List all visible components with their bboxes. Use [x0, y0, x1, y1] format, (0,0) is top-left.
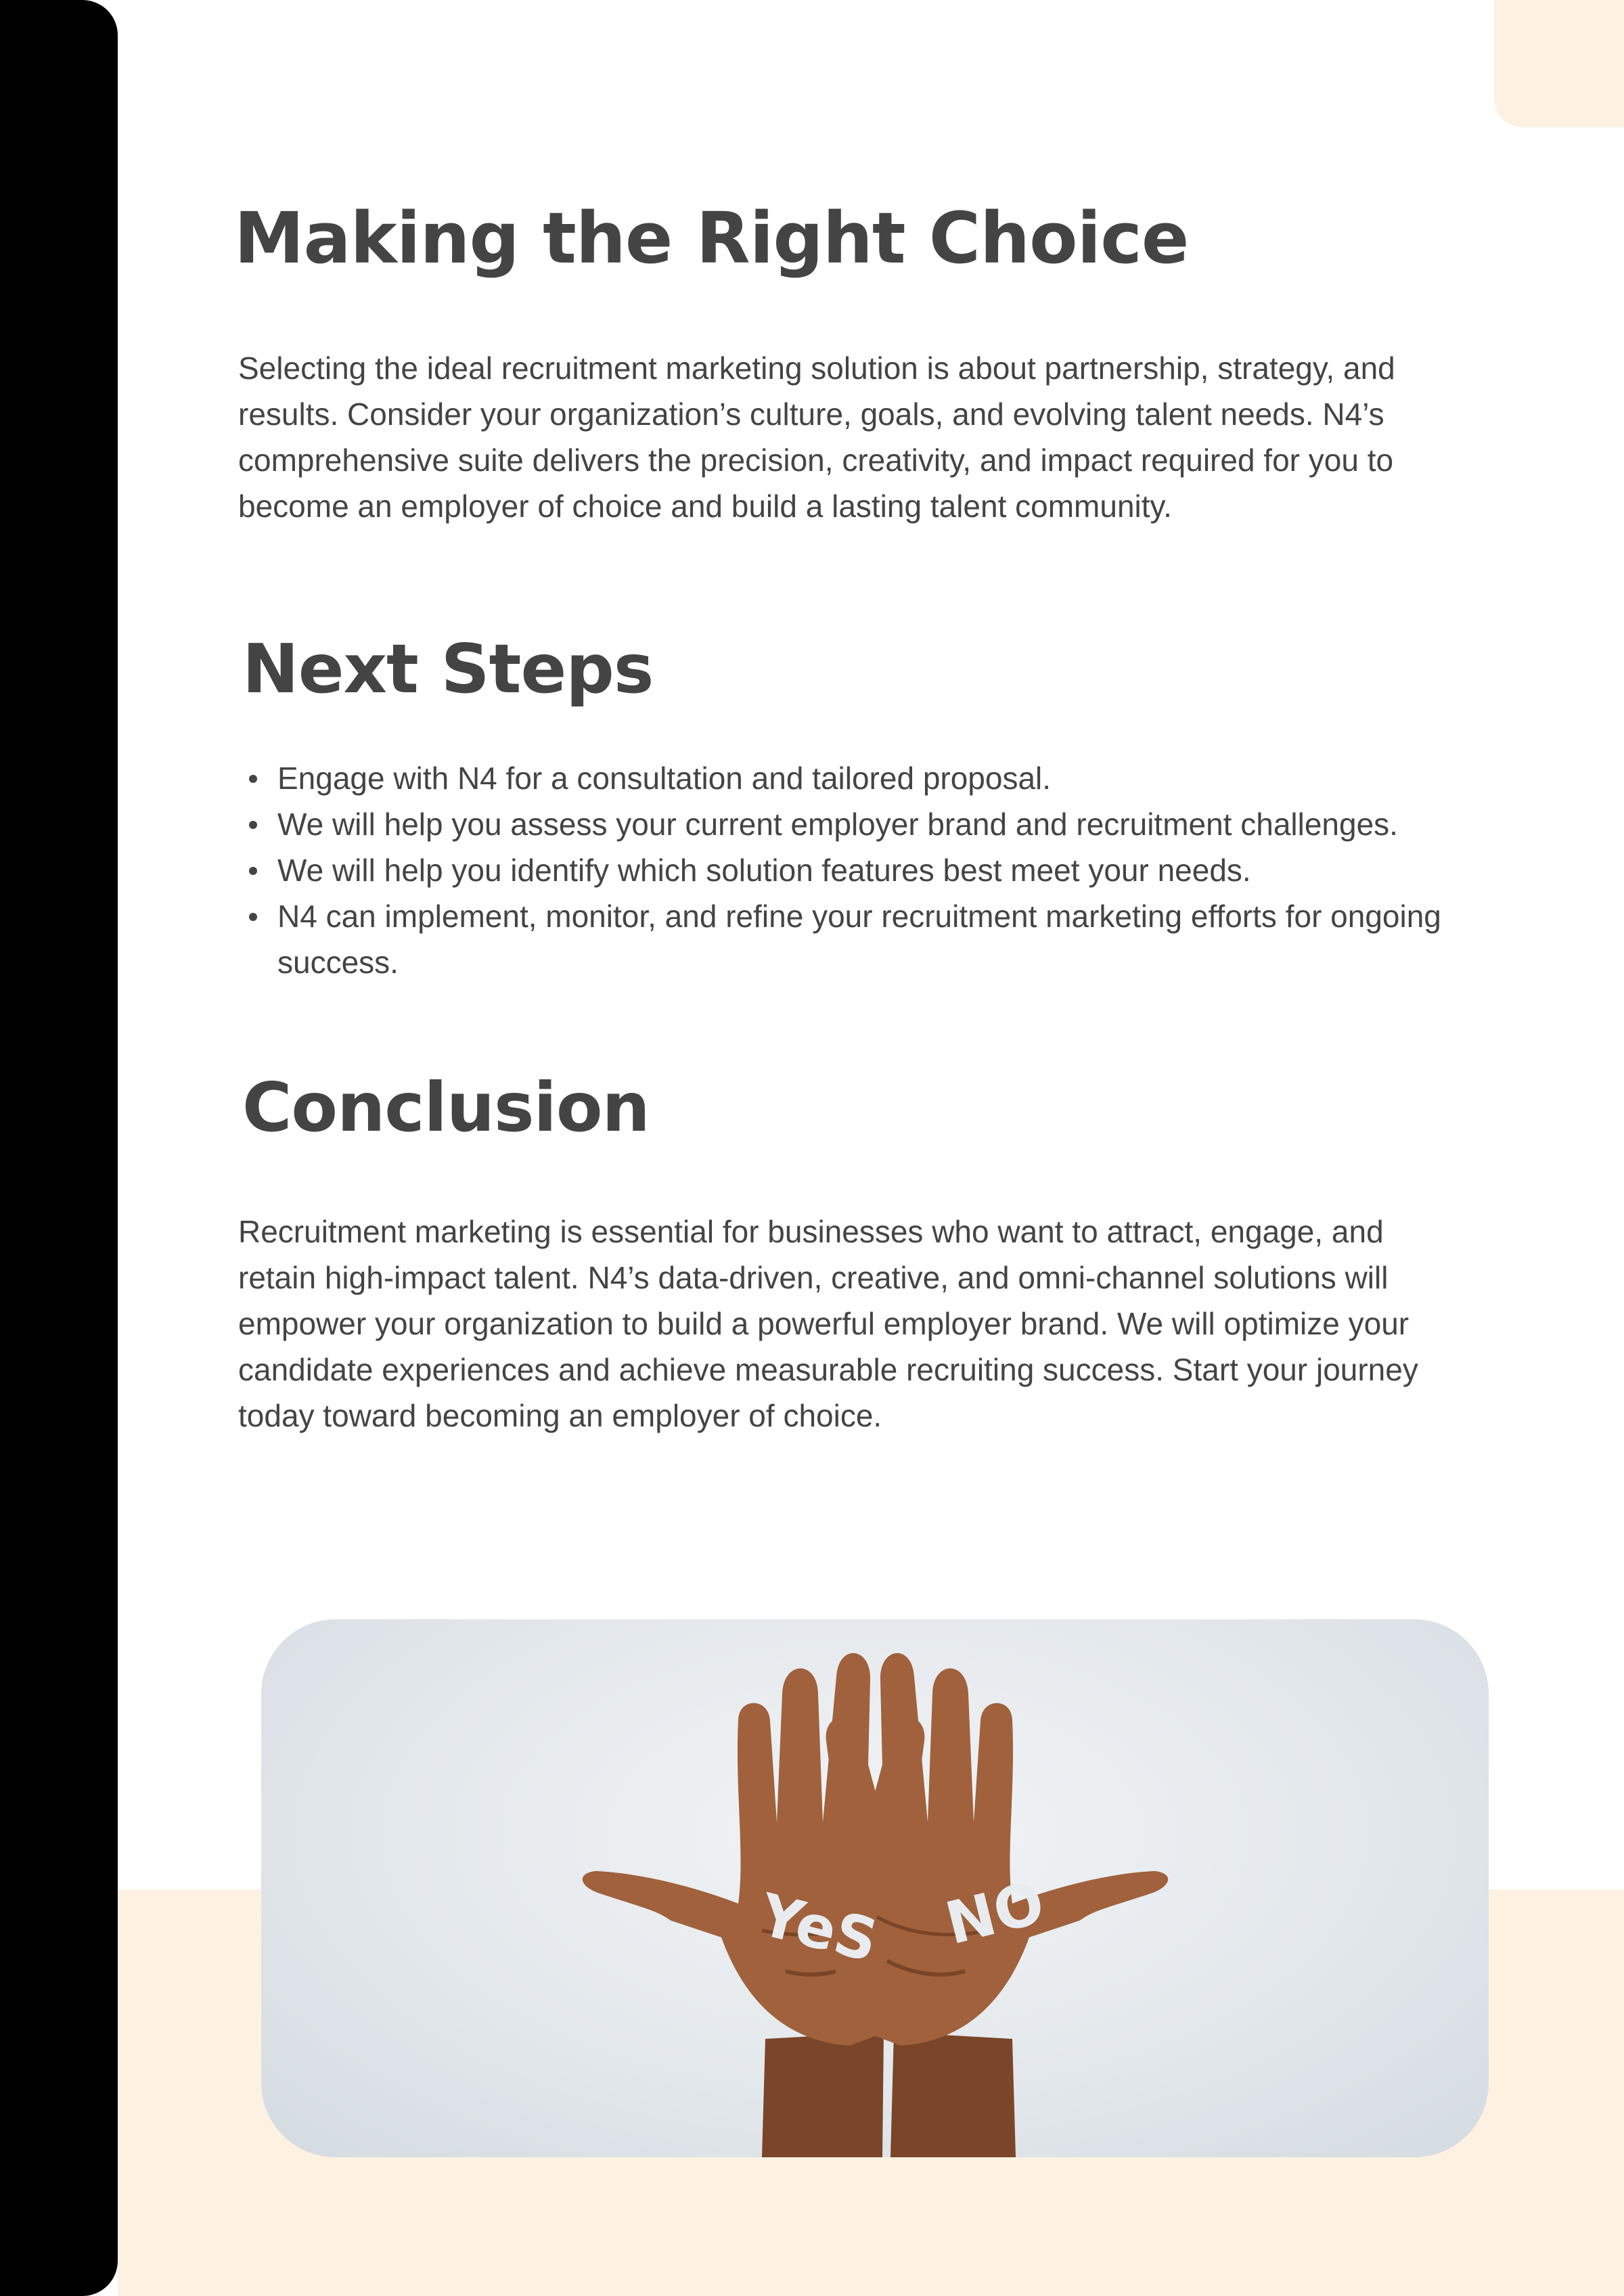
right-hand: [826, 1653, 1169, 2046]
right-forearm: [890, 2032, 1016, 2157]
list-item: We will help you assess your current employer brand and recruitment challenges.: [237, 801, 1468, 847]
left-side-bar: [0, 0, 118, 2296]
conclusion-paragraph: Recruitment marketing is essential for businesses who want to attract, engage, and retain high-impact talent. N4’s data-driven, creative, and omni-channel solutions will empower your organization to build a powerful employer brand. We will optimize your candidate experiences and achieve measurable recruiting success. Start your journey today toward becoming an employer of choice.: [238, 1214, 1418, 1433]
left-forearm: [762, 2032, 884, 2157]
list-item: We will help you identify which solution features best meet your needs.: [237, 847, 1468, 893]
page-title: Making the Right Choice: [234, 197, 1189, 279]
conclusion-heading: Conclusion: [242, 1068, 650, 1147]
next-steps-heading: Next Steps: [242, 629, 654, 708]
right-palm-text: NO: [939, 1868, 1052, 1958]
left-palm-text: YeS: [753, 1881, 884, 1976]
corner-accent-shape: [1494, 0, 1624, 127]
hands-illustration: [261, 1619, 1489, 2157]
intro-paragraph: Selecting the ideal recruitment marketing solution is about partnership, strategy, and results. Consider your organization’s culture, goals, and evolving talent needs. N4’s comprehensive suite delivers the precision, creativity, and impact required for you to become an employer of choice and build a lasting talent community.: [238, 351, 1395, 524]
list-item: N4 can implement, monitor, and refine your recruitment marketing efforts for ongoing success.: [237, 893, 1468, 985]
hands-yes-no-photo: [261, 1619, 1489, 2157]
next-steps-list: [237, 755, 1468, 985]
list-item: Engage with N4 for a consultation and tailored proposal.: [237, 755, 1468, 801]
